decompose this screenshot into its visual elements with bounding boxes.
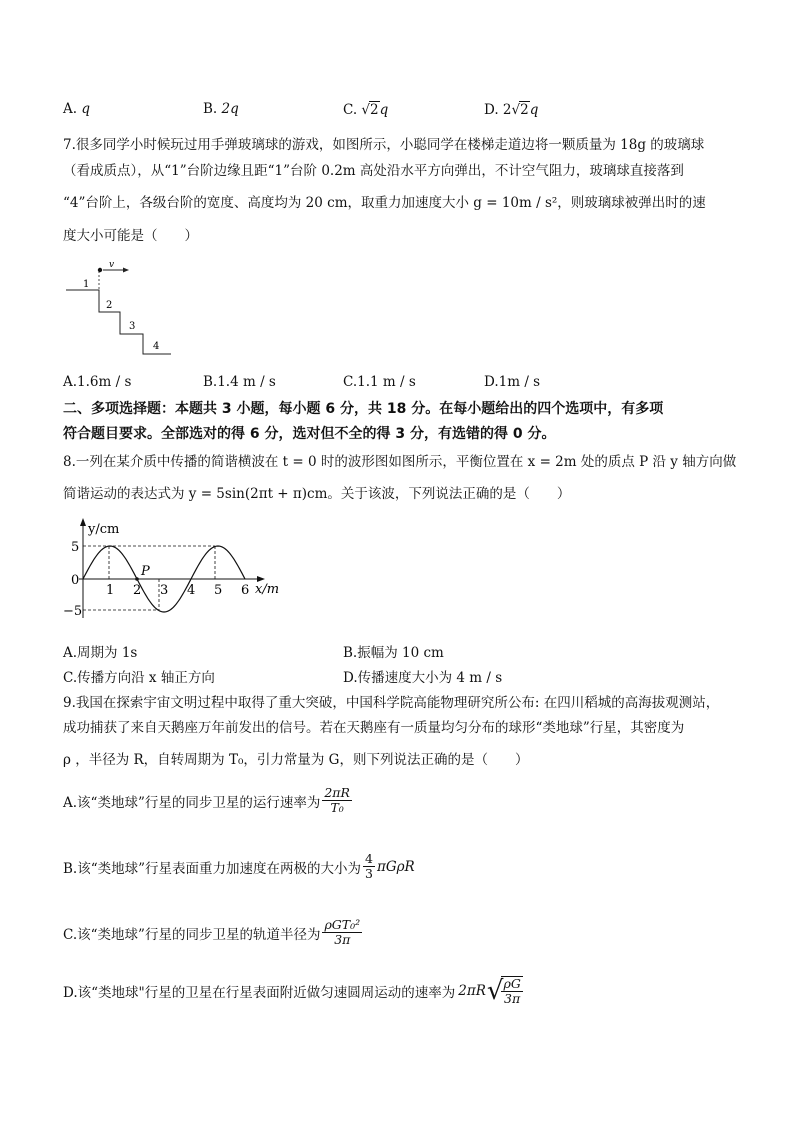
q9-line-2: 成功捕获了来自天鹅座万年前发出的信号。若在天鹅座有一质量均匀分布的球形“类地球”行星，其密度为 [63,720,685,736]
x-axis-label: x/m [255,582,280,597]
x-tick-6: 6 [241,583,250,598]
q7-option-d: D.1m / s [484,374,541,390]
q9-d-fraction: $\frac{\rho G}{3\pi}$ [503,976,521,1007]
section-2-heading-line-2: 符合题目要求。全部选对的得 6 分，选对但不全的得 3 分，有选错的得 0 分。 [63,426,556,442]
sqrt-sign: √ [486,976,504,1007]
x-tick-1: 1 [106,583,115,598]
q8-line-1: 8.一列在某介质中传播的简谐横波在 t = 0 时的波形图如图所示，平衡位置在 x = 2m 处的质点 P 沿 y 轴方向做 [63,454,737,470]
x-tick-4: 4 [187,583,196,598]
y-axis-label: y/cm [88,522,120,537]
q7-line-4: 度大小可能是（ ） [63,228,198,244]
step-4-label: 4 [153,341,160,352]
step-3-label: 3 [129,321,136,332]
marble-dot [98,268,102,272]
q7-staircase-figure [63,256,183,360]
x-tick-2: 2 [133,583,142,598]
y-tick-5: 5 [71,540,80,555]
q6-option-c: C. √2q [343,102,389,118]
q6-option-d: D. 2√2q [484,102,539,118]
q7-option-a: A.1.6m / s [63,374,132,390]
point-p-label: P [141,564,150,579]
q9-a-fraction: $\frac{2\pi R}{\text{T₀}}$ [324,785,350,816]
q9-b-fraction: $\frac{4}{3}$ [365,851,373,882]
step-2-label: 2 [106,300,113,311]
q9-line-1: 9.我国在探索宇宙文明过程中取得了重大突破，中国科学院高能物理研究所公布: 在四川稻城的高海拔观测站， [63,695,720,711]
q9-option-c: C.该“类地球”行星的同步卫星的轨道半径为 $\frac{\text{ρGT₀²}}{3\pi}$ [63,917,361,948]
q7-option-c: C.1.1 m / s [343,374,416,390]
q9-option-b: B.该“类地球”行星表面重力加速度在两极的大小为 $\frac{4}{3}$ πGρR [63,851,415,882]
y-tick-neg5: −5 [63,604,83,619]
q6-option-b: B. 2q [203,101,239,117]
q8-option-c: C.传播方向沿 x 轴正方向 [63,670,215,686]
q9-line-3: ρ ，半径为 R，自转周期为 T₀，引力常量为 G，则下列说法正确的是（ ） [63,752,529,768]
x-tick-3: 3 [160,583,169,598]
q9-option-a: A.该“类地球”行星的同步卫星的运行速率为 $\frac{2\pi R}{\text{T₀}}$ [63,785,350,816]
q7-line-3: “4”台阶上，各级台阶的宽度、高度均为 20 cm，取重力加速度大小 g = 10m / s²，则玻璃球被弹出时的速 [63,195,706,211]
q8-option-d: D.传播速度大小为 4 m / s [343,670,503,686]
x-tick-5: 5 [214,583,223,598]
q7-option-b: B.1.4 m / s [203,374,276,390]
q8-wave-graph [63,514,303,626]
step-1-label: 1 [83,279,90,290]
q6-option-a: A. q [63,101,90,117]
q9-c-fraction: $\frac{\text{ρGT₀²}}{3\pi}$ [324,917,361,948]
q9-option-d: D.该“类地球"行星的卫星在行星表面附近做匀速圆周运动的速率为 2πR √ $\frac{\rho G}{3\pi}$ [63,976,521,1007]
section-2-heading-line-1: 二、多项选择题：本题共 3 小题，每小题 6 分，共 18 分。在每小题给出的四个选项中，有多项 [63,401,664,417]
q7-line-2: （看成质点），从“1”台阶边缘且距“1”台阶 0.2m 高处沿水平方向弹出，不计空气阻力，玻璃球直接落到 [63,163,684,179]
y-tick-0: 0 [71,573,80,588]
q8-option-b: B.振幅为 10 cm [343,645,444,661]
point-p [135,577,139,581]
velocity-label: v [109,260,115,270]
q8-line-2: 简谐运动的表达式为 y = 5sin(2πt + π)cm。关于该波，下列说法正确的是（ ） [63,486,571,502]
q7-line-1: 7.很多同学小时候玩过用手弹玻璃球的游戏，如图所示，小聪同学在楼梯走道边将一颗质量为 18g 的玻璃球 [63,137,705,153]
q8-option-a: A.周期为 1s [63,645,138,661]
